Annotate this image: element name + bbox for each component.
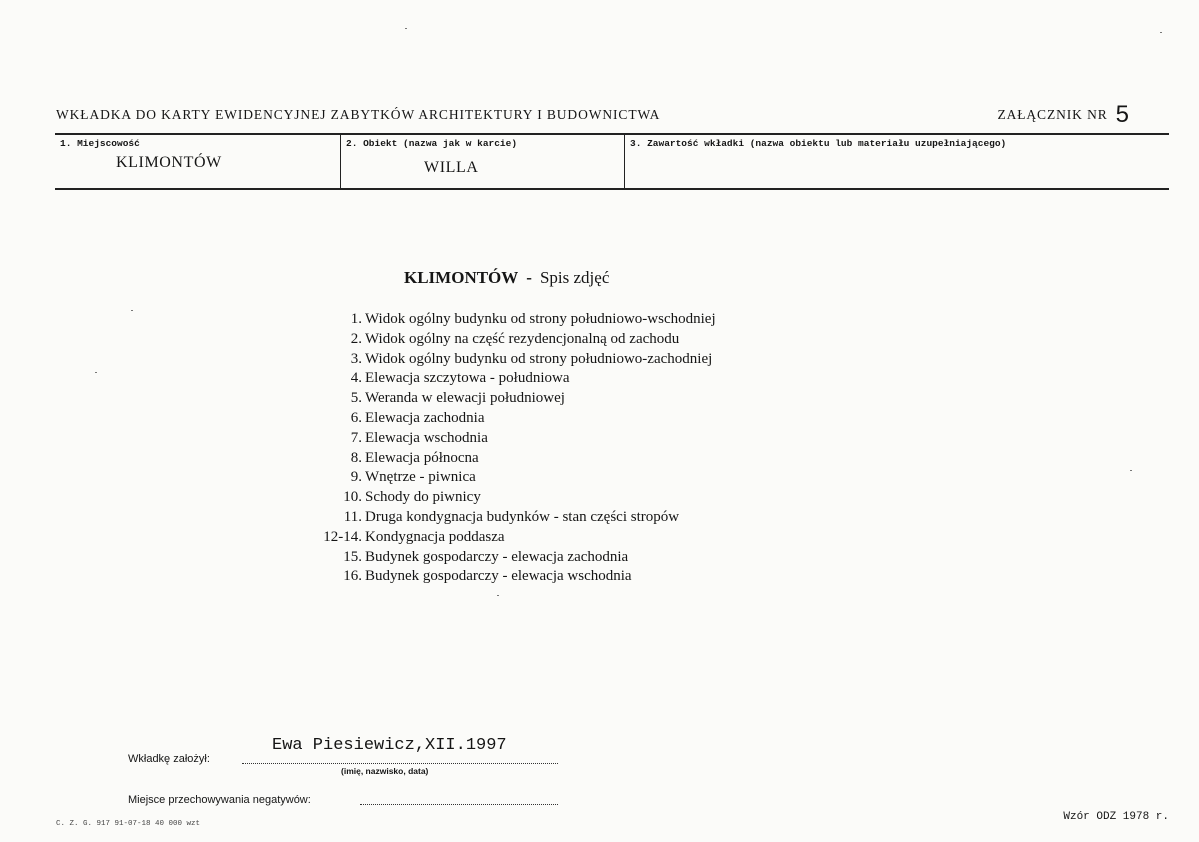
form-title: WKŁADKA DO KARTY EWIDENCYJNEJ ZABYTKÓW ARCHITEKTURY I BUDOWNICTWA	[56, 107, 661, 122]
list-item	[300, 429, 716, 449]
column-divider	[624, 135, 625, 188]
scan-speck	[131, 310, 133, 311]
list-item	[300, 528, 716, 548]
negatives-label: Miejsce przechowywania negatywów:	[128, 794, 311, 806]
locality-caption: 1. Miejscowość	[60, 138, 140, 149]
item-number: 8.	[350, 449, 362, 466]
heading-subject: Spis zdjęć	[539, 268, 610, 287]
list-item	[300, 508, 716, 528]
item-number: 16.	[343, 568, 362, 585]
item-text: Elewacja północna	[365, 449, 479, 466]
item-text: Elewacja zachodnia	[365, 409, 485, 426]
scan-speck	[95, 372, 97, 373]
item-text: Kondygnacja poddasza	[365, 528, 505, 545]
item-text: Weranda w elewacji południowej	[365, 390, 565, 407]
item-number: 6.	[350, 409, 362, 426]
table-top-rule	[55, 133, 1169, 135]
locality-value: KLIMONTÓW	[116, 154, 222, 171]
item-text: Widok ogólny budynku od strony południowo-wschodniej	[365, 311, 716, 327]
negatives-line	[360, 804, 558, 805]
item-number: 3.	[350, 350, 362, 367]
item-number: 7.	[350, 429, 362, 446]
item-number: 4.	[350, 370, 362, 387]
attachment-label: ZAŁĄCZNIK NR	[997, 107, 1108, 122]
document-heading	[404, 268, 609, 288]
created-by-line	[242, 763, 558, 764]
item-text: Widok ogólny budynku od strony południowo-zachodniej	[365, 350, 713, 367]
heading-separator: -	[526, 268, 532, 287]
item-number: 10.	[343, 489, 362, 506]
object-value: WILLA	[424, 159, 479, 176]
item-number: 1.	[350, 311, 362, 327]
scan-speck	[497, 595, 499, 596]
column-divider	[340, 135, 341, 188]
item-number: 11.	[343, 508, 362, 525]
item-number: 12-14.	[323, 528, 362, 545]
object-caption: 2. Obiekt (nazwa jak w karcie)	[346, 138, 518, 149]
list-item	[300, 468, 716, 488]
item-text: Elewacja wschodnia	[365, 429, 488, 446]
attachment-number: 5	[1115, 101, 1129, 128]
list-item	[300, 567, 716, 587]
list-item	[300, 409, 716, 429]
item-text: Budynek gospodarczy - elewacja zachodnia	[365, 548, 629, 565]
item-text: Schody do piwnicy	[365, 489, 481, 506]
created-by-label: Wkładkę założył:	[128, 753, 210, 765]
heading-place: KLIMONTÓW	[404, 268, 519, 287]
item-text: Elewacja szczytowa - południowa	[365, 370, 570, 387]
list-item	[300, 350, 716, 370]
item-number: 15.	[343, 548, 362, 565]
attachment-indicator	[997, 101, 1129, 129]
item-number: 2.	[350, 330, 362, 347]
list-item	[300, 330, 716, 350]
created-by-value: Ewa Piesiewicz,XII.1997	[272, 736, 507, 755]
item-number: 5.	[350, 390, 362, 407]
table-bottom-rule	[55, 188, 1169, 190]
scan-speck	[1130, 470, 1132, 471]
item-text: Budynek gospodarczy - elewacja wschodnia	[365, 568, 632, 585]
list-item	[300, 548, 716, 568]
list-item	[300, 310, 716, 330]
item-text: Widok ogólny na część rezydencjonalną od zachodu	[365, 330, 680, 347]
print-code: C. Z. G. 917 91-07-18 40 000 wzt	[56, 820, 201, 828]
scan-speck	[1160, 32, 1162, 33]
item-text: Druga kondygnacja budynków - stan części stropów	[365, 508, 680, 525]
photo-list	[300, 310, 716, 587]
item-text: Wnętrze - piwnica	[365, 469, 476, 486]
contents-caption: 3. Zawartość wkładki (nazwa obiektu lub materiału uzupełniającego)	[630, 138, 1007, 149]
created-by-caption: (imię, nazwisko, data)	[341, 766, 429, 776]
list-item	[300, 369, 716, 389]
item-number: 9.	[350, 469, 362, 486]
scan-speck	[405, 28, 407, 29]
list-item	[300, 449, 716, 469]
template-mark: Wzór ODZ 1978 r.	[1063, 811, 1169, 823]
list-item	[300, 389, 716, 409]
list-item	[300, 488, 716, 508]
